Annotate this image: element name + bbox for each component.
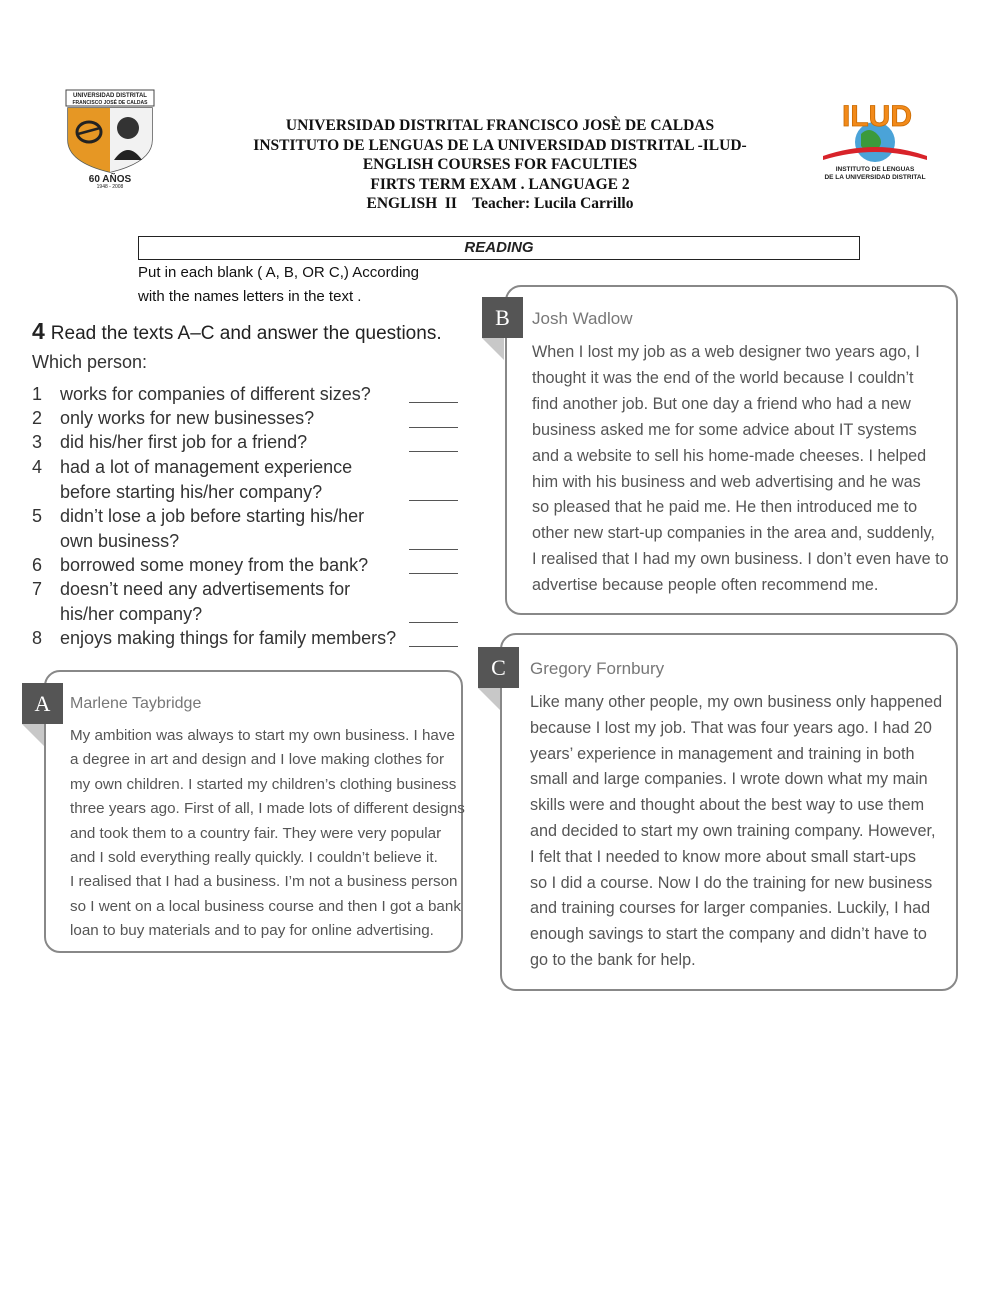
question-number: 2: [32, 408, 43, 428]
answer-blank[interactable]: [409, 500, 458, 501]
text-b-body: [532, 340, 949, 599]
question-text: did his/her first job for a friend?: [60, 432, 308, 452]
text-line: and decided to start my own training company. However,: [530, 821, 936, 840]
text-line: business asked me for some advice about IT systems: [532, 420, 917, 439]
text-a-name: Marlene Taybridge: [70, 695, 202, 712]
logo-left-anniversary: 60 AÑOS: [88, 174, 132, 185]
text-line: and I sold everything really quickly. I couldn’t believe it.: [70, 849, 438, 867]
logo-right-line-1: INSTITUTO DE LENGUAS: [835, 166, 915, 173]
answer-blank[interactable]: [409, 451, 458, 452]
exercise-title: [32, 318, 442, 345]
text-line: a degree in art and design and I love making clothes for: [70, 751, 445, 769]
tag-fold: [482, 338, 504, 360]
question-item: [32, 504, 402, 553]
instructions: [138, 261, 458, 308]
question-number: 1: [32, 384, 43, 404]
logo-left-line-2: FRANCISCO JOSÉ DE CALDAS: [72, 100, 148, 106]
answer-blank[interactable]: [409, 622, 458, 623]
header-line-courses: ENGLISH COURSES FOR FACULTIES: [362, 156, 638, 174]
text-a-letter-tag: A: [22, 683, 63, 724]
header-line-exam: FIRTS TERM EXAM . LANGUAGE 2: [370, 175, 630, 193]
logo-right-title: ILUD: [842, 100, 912, 133]
tag-fold: [22, 724, 44, 746]
text-line: so pleased that he paid me. He then introduced me to: [532, 498, 918, 517]
text-c-body: [530, 690, 942, 974]
question-item: [32, 626, 412, 651]
question-number: 7: [32, 579, 43, 599]
text-line: so I went on a local business course and then I got a bank: [70, 897, 461, 915]
answer-blank[interactable]: [409, 427, 458, 428]
logo-right-line-2: DE LA UNIVERSIDAD DISTRITAL: [824, 174, 926, 181]
text-line: him with his business and web advertising and he was: [532, 472, 921, 491]
text-line: years’ experience in management and training in both: [530, 744, 915, 763]
question-text: didn’t lose a job before starting his/her own business?: [60, 506, 365, 551]
text-a-body: [70, 724, 465, 944]
text-line: my own children. I started my children’s clothing business: [70, 775, 457, 793]
header-line-institute: INSTITUTO DE LENGUAS DE LA UNIVERSIDAD DISTRITAL -ILUD-: [253, 136, 747, 154]
question-text: borrowed some money from the bank?: [60, 555, 369, 575]
text-line: go to the bank for help.: [530, 950, 696, 969]
question-item: [32, 455, 402, 504]
header-line-teacher: ENGLISH II Teacher: Lucila Carrillo: [366, 195, 634, 213]
text-line: and training courses for larger companies. Luckily, I had: [530, 899, 931, 918]
text-b-letter-tag: B: [482, 297, 523, 338]
text-line: so I did a course. Now I do the training for new business: [530, 873, 933, 892]
exercise-subtitle: Which person:: [32, 352, 148, 372]
university-shield-logo: [62, 88, 160, 188]
instructions-line: Put in each blank ( A, B, OR C,) According: [138, 264, 419, 281]
instructions-line: with the names letters in the text .: [138, 287, 362, 305]
question-item: [32, 553, 412, 578]
exercise-title-text: Read the texts A–C and answer the questions.: [50, 323, 442, 344]
answer-blank[interactable]: [409, 573, 458, 574]
exercise-number: 4: [32, 318, 45, 344]
question-text: doesn’t need any advertisements for his/her company?: [60, 579, 351, 624]
question-text: enjoys making things for family members?: [60, 628, 397, 648]
text-line: enough savings to start the company and didn’t have to: [530, 925, 927, 944]
text-line: thought it was the end of the world because I couldn’t: [532, 368, 914, 387]
logo-left-line-1: UNIVERSIDAD DISTRITAL: [73, 93, 147, 99]
question-number: 3: [32, 432, 43, 452]
text-line: advertise because people often recommend me.: [532, 576, 879, 595]
text-line: three years ago. First of all, I made lots of different designs: [70, 800, 465, 818]
text-line: I felt that I needed to know more about small start-ups: [530, 847, 917, 866]
text-line: loan to buy materials and to pay for online advertising.: [70, 922, 434, 940]
header-line-university: UNIVERSIDAD DISTRITAL FRANCISCO JOSÈ DE CALDAS: [285, 117, 715, 134]
question-number: 8: [32, 628, 43, 648]
text-line: I realised that I had a business. I’m not a business person: [70, 873, 458, 891]
section-title: READING: [138, 236, 860, 260]
answer-blank[interactable]: [409, 549, 458, 550]
question-item: [32, 382, 412, 407]
text-line: because I lost my job. That was four years ago. I had 20: [530, 718, 932, 737]
question-number: 6: [32, 555, 43, 575]
question-item: [32, 406, 412, 431]
question-text: had a lot of management experience before starting his/her company?: [60, 457, 353, 502]
text-line: I realised that I had my own business. I don’t even have to: [532, 550, 949, 569]
text-line: small and large companies. I wrote down what my main: [530, 770, 928, 789]
question-text: only works for new businesses?: [60, 408, 315, 428]
question-item: [32, 577, 402, 626]
text-c-letter-tag: C: [478, 647, 519, 688]
logo-left-years: 1948 - 2008: [96, 184, 124, 188]
question-item: [32, 430, 412, 455]
question-number: 4: [32, 457, 43, 477]
text-line: find another job. But one day a friend who had a new: [532, 394, 911, 413]
answer-blank[interactable]: [409, 402, 458, 403]
text-c-name: Gregory Fornbury: [530, 659, 665, 678]
answer-blank[interactable]: [409, 646, 458, 647]
text-b-name: Josh Wadlow: [532, 309, 633, 328]
text-line: and took them to a country fair. They were very popular: [70, 824, 442, 842]
text-line: other new start-up companies in the area and, suddenly,: [532, 524, 935, 543]
tag-fold: [478, 688, 500, 710]
text-line: When I lost my job as a web designer two years ago, I: [532, 343, 920, 361]
text-line: My ambition was always to start my own business. I have: [70, 727, 455, 744]
text-line: and a website to sell his home-made cheeses. I helped: [532, 446, 927, 465]
text-line: skills were and thought about the best way to use them: [530, 796, 925, 815]
text-line: Like many other people, my own business only happened: [530, 693, 943, 711]
exam-header: [150, 116, 850, 214]
question-number: 5: [32, 506, 43, 526]
question-text: works for companies of different sizes?: [60, 384, 371, 404]
